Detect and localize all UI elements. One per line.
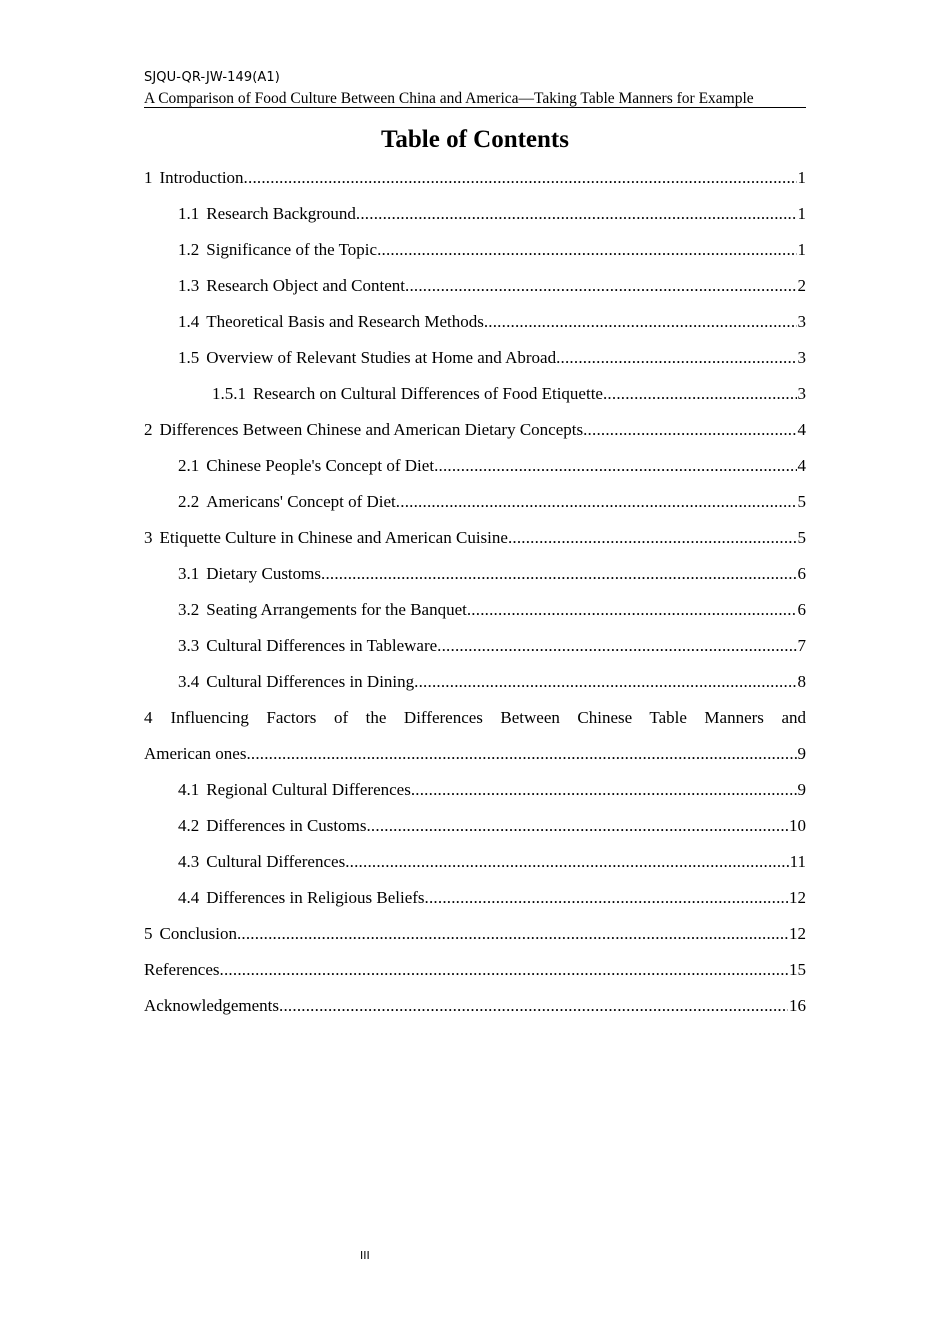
dot-leader <box>356 202 797 226</box>
toc-entry-title-line1 <box>144 706 806 742</box>
toc-entry-title: Dietary Customs <box>206 564 321 583</box>
toc-entry-number: 1.1 <box>178 204 200 223</box>
dot-leader <box>377 238 796 262</box>
toc-entry[interactable] <box>144 850 806 886</box>
dot-leader <box>237 922 788 946</box>
toc-entry[interactable] <box>144 202 806 238</box>
toc-entry-number: 1.5.1 <box>212 384 246 403</box>
toc-entry-page: 11 <box>789 852 806 871</box>
toc-entry-page: 10 <box>789 816 806 835</box>
toc-entry-page: 5 <box>797 528 806 547</box>
toc-entry[interactable] <box>144 274 806 310</box>
document-code: SJQU-QR-JW-149(A1) <box>144 70 280 85</box>
toc-entry-page: 16 <box>789 996 806 1015</box>
toc-entry[interactable] <box>144 670 806 706</box>
toc-entry[interactable] <box>144 382 806 418</box>
toc-entry-page: 7 <box>797 636 806 655</box>
toc-entry-number: 2 <box>144 420 153 439</box>
toc-entry-number: 1.4 <box>178 312 200 331</box>
toc-entry-page: 1 <box>797 168 806 187</box>
toc-entry-page: 4 <box>797 420 806 439</box>
dot-leader <box>345 850 788 874</box>
toc-entry-number: 3.4 <box>178 672 200 691</box>
toc-entry-number: 4.4 <box>178 888 200 907</box>
toc-entry-title: Regional Cultural Differences <box>206 780 411 799</box>
toc-entry-title: Differences in Customs <box>206 816 367 835</box>
toc-entry-title: Introduction <box>159 168 244 187</box>
toc-entry-number: 1.2 <box>178 240 200 259</box>
toc-entry[interactable] <box>144 778 806 814</box>
toc-entry-page: 3 <box>797 384 806 403</box>
toc-entry-title: References <box>144 960 220 979</box>
toc-entry[interactable] <box>144 634 806 670</box>
toc-entry-title-part1: Influencing Factors of the Differences Between Chinese Table Manners and <box>170 708 806 727</box>
toc-entry[interactable] <box>144 310 806 346</box>
dot-leader <box>556 346 796 370</box>
toc-entry-number: 4.1 <box>178 780 200 799</box>
toc-entry-page: 1 <box>797 240 806 259</box>
toc-entry-page: 9 <box>797 744 806 763</box>
dot-leader <box>220 958 788 982</box>
dot-leader <box>366 814 788 838</box>
toc-entry-title: Americans' Concept of Diet <box>206 492 396 511</box>
toc-entry-number: 3.2 <box>178 600 200 619</box>
toc-entry[interactable] <box>144 238 806 274</box>
toc-entry-page: 9 <box>797 780 806 799</box>
dot-leader <box>583 418 796 442</box>
toc-entry-page: 6 <box>797 600 806 619</box>
toc-entry-title: Seating Arrangements for the Banquet <box>206 600 467 619</box>
dot-leader <box>246 742 796 766</box>
toc-entry-number: 1 <box>144 168 153 187</box>
toc-entry-page: 3 <box>797 348 806 367</box>
dot-leader <box>279 994 788 1018</box>
toc-entry-title: Etiquette Culture in Chinese and American Cuisine <box>159 528 508 547</box>
dot-leader <box>405 274 797 298</box>
toc-entry-title: Cultural Differences <box>206 852 346 871</box>
dot-leader <box>508 526 797 550</box>
toc-entry-page: 6 <box>797 564 806 583</box>
dot-leader <box>434 454 796 478</box>
toc-entry-title: Acknowledgements <box>144 996 280 1015</box>
toc-entry-page: 12 <box>789 924 806 943</box>
toc-entry-number: 4.3 <box>178 852 200 871</box>
toc-entry-number: 3.3 <box>178 636 200 655</box>
toc-entry-page: 12 <box>789 888 806 907</box>
toc-entry[interactable] <box>144 418 806 454</box>
toc-entry-number: 3.1 <box>178 564 200 583</box>
toc-entry-title: Significance of the Topic <box>206 240 378 259</box>
toc-entry-title: Research Object and Content <box>206 276 405 295</box>
dot-leader <box>244 166 797 190</box>
toc-entry-title: Research Background <box>206 204 356 223</box>
toc-entry[interactable] <box>144 994 806 1030</box>
dot-leader <box>396 490 797 514</box>
toc-entry-title: Research on Cultural Differences of Food Etiquette <box>253 384 603 403</box>
dot-leader <box>425 886 788 910</box>
toc-entry-page: 3 <box>797 312 806 331</box>
toc-entry[interactable] <box>144 526 806 562</box>
toc-entry[interactable] <box>144 598 806 634</box>
toc-entry-number: 4 <box>144 708 153 727</box>
dot-leader <box>411 778 797 802</box>
dot-leader <box>321 562 797 586</box>
dot-leader <box>467 598 797 622</box>
toc-entry-title: Overview of Relevant Studies at Home and Abroad <box>206 348 557 367</box>
toc-entry-number: 5 <box>144 924 153 943</box>
dot-leader <box>437 634 796 658</box>
toc-entry-title-part2: American ones <box>144 744 247 763</box>
toc-entry[interactable] <box>144 454 806 490</box>
toc-heading: Table of Contents <box>381 126 569 153</box>
toc-entry-title: Cultural Differences in Dining <box>206 672 415 691</box>
toc-entry-number: 1.5 <box>178 348 200 367</box>
page-number: III <box>360 1249 370 1262</box>
toc-entry-page: 15 <box>789 960 806 979</box>
toc-entry[interactable] <box>144 814 806 850</box>
toc-entry-title-line2 <box>144 742 806 778</box>
toc-entry[interactable] <box>144 166 806 202</box>
toc-entry[interactable] <box>144 706 806 778</box>
toc-entry-number: 4.2 <box>178 816 200 835</box>
toc-entry-page: 5 <box>797 492 806 511</box>
dot-leader <box>603 382 797 406</box>
toc-entry-page: 8 <box>797 672 806 691</box>
toc-entry[interactable] <box>144 958 806 994</box>
table-of-contents <box>144 166 806 1030</box>
toc-entry-title: Cultural Differences in Tableware <box>206 636 438 655</box>
running-header-title: A Comparison of Food Culture Between China and America—Taking Table Manners for Example <box>144 90 806 108</box>
toc-entry-number: 2.2 <box>178 492 200 511</box>
toc-entry-title: Differences in Religious Beliefs <box>206 888 425 907</box>
toc-entry-page: 2 <box>797 276 806 295</box>
toc-entry[interactable] <box>144 346 806 382</box>
toc-entry[interactable] <box>144 562 806 598</box>
dot-leader <box>484 310 797 334</box>
toc-entry-title: Chinese People's Concept of Diet <box>206 456 435 475</box>
toc-entry-title: Theoretical Basis and Research Methods <box>206 312 484 331</box>
dot-leader <box>414 670 796 694</box>
toc-entry-number: 3 <box>144 528 153 547</box>
toc-entry[interactable] <box>144 490 806 526</box>
toc-entry-number: 1.3 <box>178 276 200 295</box>
toc-entry-number: 2.1 <box>178 456 200 475</box>
toc-entry-page: 4 <box>797 456 806 475</box>
toc-entry-page: 1 <box>797 204 806 223</box>
toc-entry[interactable] <box>144 886 806 922</box>
toc-entry[interactable] <box>144 922 806 958</box>
toc-entry-title: Differences Between Chinese and American Dietary Concepts <box>159 420 584 439</box>
toc-entry-title: Conclusion <box>159 924 237 943</box>
